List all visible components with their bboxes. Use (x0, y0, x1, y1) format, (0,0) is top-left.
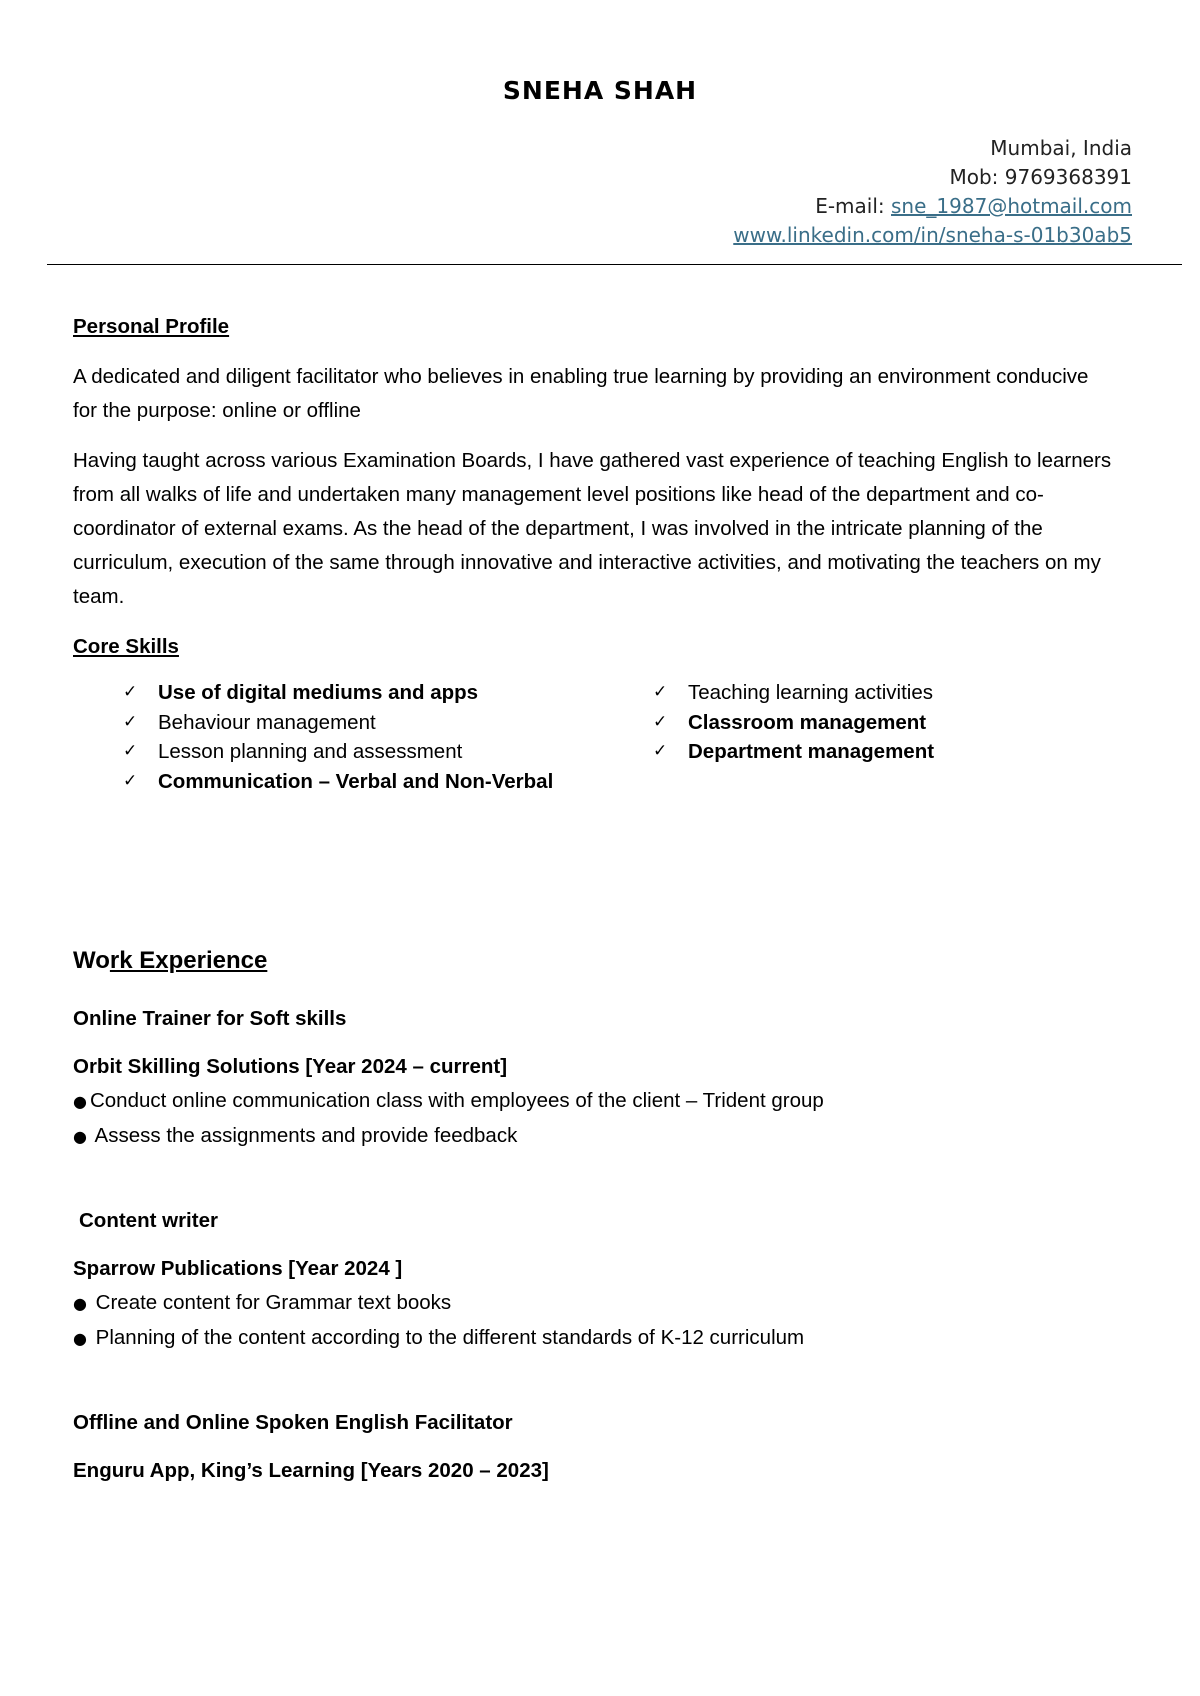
header-divider (47, 264, 1182, 265)
job-bullet (73, 1084, 1113, 1119)
job-title: Offline and Online Spoken English Facilitator (73, 1411, 513, 1434)
checkmark-icon: ✓ (123, 770, 138, 791)
skill-label: Lesson planning and assessment (158, 740, 463, 763)
bullet-icon: ● (73, 1127, 87, 1146)
section-heading-profile: Personal Profile (73, 315, 230, 338)
bullet-icon: ● (73, 1294, 87, 1313)
bullet-icon: ● (73, 1329, 87, 1348)
skill-label: Communication – Verbal and Non-Verbal (158, 769, 554, 793)
skill-item (653, 678, 934, 708)
skill-item (653, 708, 934, 738)
job-bullet (73, 1321, 1113, 1356)
skill-item (653, 737, 934, 767)
work-heading-rest: rk Experience (109, 947, 268, 974)
job-bullet-text: Conduct online communication class with employees of the client – Trident group (89, 1089, 824, 1112)
job-bullet (73, 1286, 1113, 1321)
job-bullet-text: Assess the assignments and provide feedback (94, 1124, 518, 1147)
email-label: E-mail: (815, 194, 892, 218)
skill-label: Department management (688, 740, 935, 763)
linkedin-link[interactable]: www.linkedin.com/in/sneha-s-01b30ab5 (733, 223, 1132, 247)
skill-item (123, 737, 653, 767)
profile-paragraph-2: Having taught across various Examination Boards, I have gathered vast experience of teaching English to learners from all walks of life and undertaken many management level positions like head of the department and co-coordinator of external exams. As the head of the department, I was involved in the intricate planning of the curriculum, execution of the same through innovative and interactive activities, and motivating the teachers on my team. (73, 449, 1112, 608)
checkmark-icon: ✓ (653, 682, 668, 702)
resume-body (73, 310, 1113, 1488)
checkmark-icon: ✓ (123, 741, 138, 761)
checkmark-icon: ✓ (653, 741, 668, 761)
location-text: Mumbai, India (990, 136, 1132, 160)
job-bullet-text: Planning of the content according to the different standards of K-12 curriculum (95, 1326, 805, 1349)
profile-paragraph-1: A dedicated and diligent facilitator who believes in enabling true learning by providing an environment conducive for the purpose: online or offline (73, 365, 1089, 422)
skill-label: Classroom management (688, 710, 927, 734)
skill-label: Teaching learning activities (688, 681, 933, 704)
job-title: Content writer (79, 1209, 218, 1232)
email-link[interactable]: sne_1987@hotmail.com (891, 194, 1132, 218)
skill-item (123, 678, 653, 708)
email-line (733, 192, 1132, 221)
job-bullet (73, 1119, 1113, 1154)
skill-label: Behaviour management (158, 710, 376, 734)
checkmark-icon: ✓ (123, 682, 138, 702)
job-company: Enguru App, King’s Learning [Years 2020 – 2023] (73, 1459, 549, 1482)
job-title: Online Trainer for Soft skills (73, 1007, 347, 1030)
contact-block (733, 134, 1132, 250)
work-heading-prefix: Wo (73, 947, 110, 974)
skills-column-1 (123, 678, 653, 796)
skill-label: Use of digital mediums and apps (158, 681, 479, 704)
checkmark-icon: ✓ (123, 711, 138, 732)
section-heading-skills: Core Skills (73, 635, 179, 658)
skill-item (123, 708, 653, 738)
bullet-icon: ● (73, 1092, 87, 1111)
section-heading-work (73, 944, 1113, 978)
mobile-text: Mob: 9769368391 (949, 165, 1132, 189)
job-bullet-text: Create content for Grammar text books (95, 1291, 452, 1314)
skills-column-2 (653, 678, 934, 796)
job-company: Sparrow Publications [Year 2024 ] (73, 1257, 403, 1280)
candidate-name: SNEHA SHAH (502, 76, 698, 105)
checkmark-icon: ✓ (653, 711, 668, 732)
skill-item (123, 767, 653, 797)
skills-list (123, 678, 1113, 796)
job-company: Orbit Skilling Solutions [Year 2024 – current] (73, 1055, 508, 1078)
